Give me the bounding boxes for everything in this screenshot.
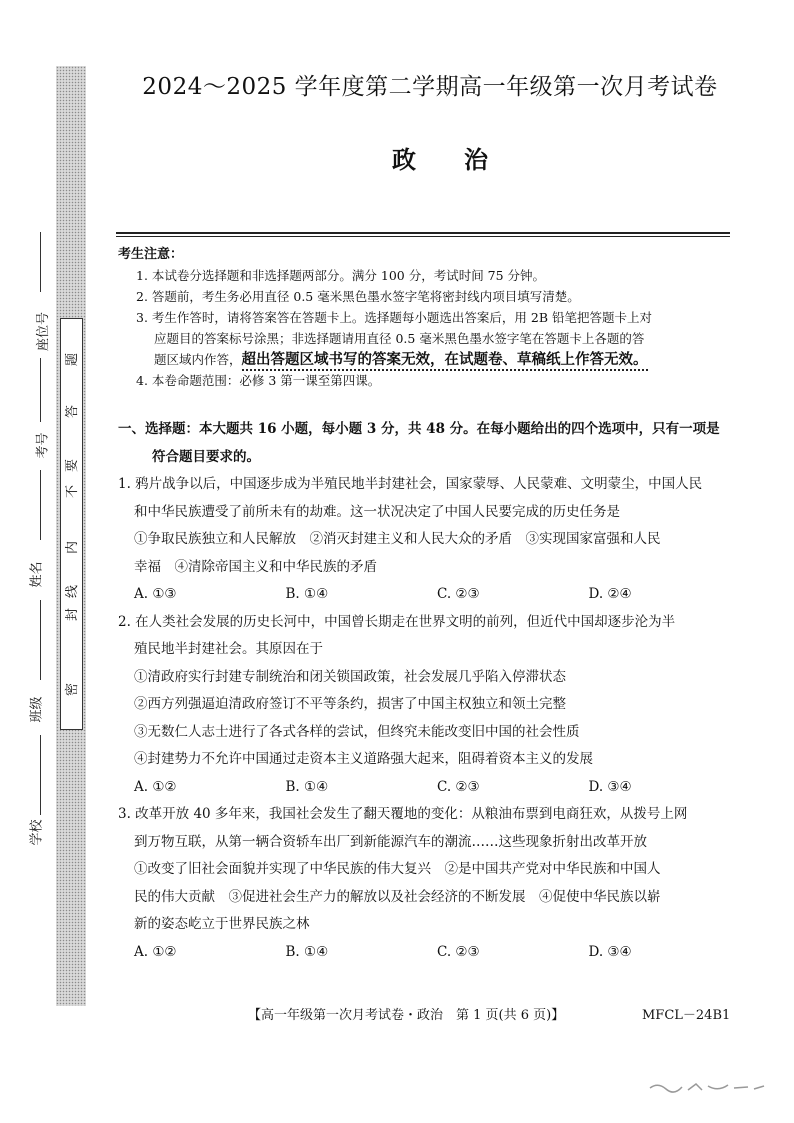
seal-box xyxy=(60,318,83,730)
question-item: 民的伟大贡献 ③促进社会生产力的解放以及社会经济的不断发展 ④促使中华民族以崭 xyxy=(134,888,661,905)
field-class-label: 班级 xyxy=(29,696,45,723)
option-d: D. ③④ xyxy=(588,778,632,795)
question-stem: 1. 鸦片战争以后，中国逐步成为半殖民地半封建社会，国家蒙辱、人民蒙难、文明蒙尘，中国人民 xyxy=(118,476,703,492)
field-line xyxy=(40,600,41,680)
page-footer: 【高一年级第一次月考试卷・政治 第 1 页(共 6 页)】 xyxy=(248,1008,565,1023)
question-stem: 到万物互联，从第一辆合资轿车出厂到新能源汽车的潮流……这些现象折射出改革开放 xyxy=(134,833,647,850)
option-a: A. ①② xyxy=(134,778,177,795)
header-rule xyxy=(116,232,730,234)
question-options xyxy=(118,774,740,802)
questions-area xyxy=(118,416,740,966)
notice-block xyxy=(118,244,738,391)
question-item: ④封建势力不允许中国通过走资本主义道路强大起来，阻碍着资本主义的发展 xyxy=(134,751,593,767)
question-item: 幸福 ④清除帝国主义和中华民族的矛盾 xyxy=(134,558,377,575)
option-b: B. ①④ xyxy=(285,943,329,960)
seal-char: 题 xyxy=(65,353,80,367)
seal-char: 内 xyxy=(65,541,80,555)
option-c: C. ②③ xyxy=(437,943,480,960)
notice-item: 2. 答题前，考生务必用直径 0.5 毫米黑色墨水签字笔将密封线内项目填写清楚。 xyxy=(136,289,580,304)
seal-char: 线 xyxy=(65,585,80,599)
field-school-label: 学校 xyxy=(29,819,45,846)
header-rule-thin xyxy=(116,236,730,237)
option-b: B. ①④ xyxy=(285,778,329,795)
question-1 xyxy=(118,471,740,609)
question-options xyxy=(118,939,740,967)
question-2 xyxy=(118,609,740,802)
notice-item-cont: 应题目的答案标号涂黑；非选择题请用直径 0.5 毫米黑色墨水签字笔在答题卡上各题的答 xyxy=(154,331,645,346)
field-line xyxy=(40,735,41,815)
field-line xyxy=(40,358,41,422)
question-item: ①改变了旧社会面貌并实现了中华民族的伟大复兴 ②是中国共产党对中华民族和中国人 xyxy=(134,861,661,877)
question-stem: 2. 在人类社会发展的历史长河中，中国曾长期走在世界文明的前列，但近代中国却逐步沦为半 xyxy=(118,613,676,630)
section-heading: 一、选择题：本大题共 16 小题，每小题 3 分，共 48 分。在每小题给出的四个选项中，只有一项是 xyxy=(118,421,720,437)
option-d: D. ②④ xyxy=(588,586,632,602)
paper-code: MFCL－24B1 xyxy=(642,1008,731,1023)
question-3 xyxy=(118,801,740,966)
notice-item: 1. 本试卷分选择题和非选择题两部分。满分 100 分，考试时间 75 分钟。 xyxy=(136,268,546,283)
option-c: C. ②③ xyxy=(437,778,480,795)
notice-item-part: 题区域内作答， xyxy=(154,352,242,367)
option-a: A. ①③ xyxy=(134,586,177,602)
field-seat-label: 座位号 xyxy=(36,311,52,352)
field-line xyxy=(40,470,41,540)
notice-item: 4. 本卷命题范围：必修 3 第一课至第四课。 xyxy=(136,373,381,388)
section-heading-cont: 符合题目要求的。 xyxy=(152,448,260,465)
exam-title: 2024～2025 学年度第二学期高一年级第一次月考试卷 xyxy=(142,74,718,100)
subject-char: 政 xyxy=(392,145,416,174)
option-d: D. ③④ xyxy=(588,943,632,960)
question-item: ①争取民族独立和人民解放 ②消灭封建主义和人民大众的矛盾 ③实现国家富强和人民 xyxy=(134,531,661,547)
field-name-label: 姓名 xyxy=(29,561,45,588)
notice-item: 3. 考生作答时，请将答案答在答题卡上。选择题每小题选出答案后，用 2B 铅笔把答题卡上对 xyxy=(136,310,652,325)
subject-char: 治 xyxy=(464,145,488,174)
question-item: ①清政府实行封建专制统治和闭关锁国政策，社会发展几乎陷入停滞状态 xyxy=(134,668,566,685)
seal-char: 密 xyxy=(65,683,80,697)
question-item: ③无数仁人志士进行了各式各样的尝试，但终究未能改变旧中国的社会性质 xyxy=(134,723,580,740)
seal-char: 要 xyxy=(65,459,80,473)
question-options xyxy=(118,581,740,609)
option-a: A. ①② xyxy=(134,943,177,960)
question-item: 新的姿态屹立于世界民族之林 xyxy=(134,916,310,932)
option-b: B. ①④ xyxy=(285,586,329,602)
seal-char: 封 xyxy=(65,608,80,622)
notice-emphasis: 超出答题区域书写的答案无效，在试题卷、草稿纸上作答无效。 xyxy=(242,351,648,371)
notice-title: 考生注意： xyxy=(118,247,184,262)
subject-title xyxy=(100,140,780,175)
notice-item-cont xyxy=(154,349,738,370)
question-item: ②西方列强逼迫清政府签订不平等条约，损害了中国主权独立和领土完整 xyxy=(134,696,566,712)
field-examno-label: 考号 xyxy=(35,432,51,459)
seal-char: 不 xyxy=(65,485,80,499)
question-stem: 3. 改革开放 40 多年来，我国社会发生了翻天覆地的变化：从粮油布票到电商狂欢，从拨号上网 xyxy=(118,806,688,822)
field-line xyxy=(40,232,41,292)
question-stem: 和中华民族遭受了前所未有的劫难。这一状况决定了中国人民要完成的历史任务是 xyxy=(134,503,620,520)
option-c: C. ②③ xyxy=(437,586,480,602)
seal-char: 答 xyxy=(65,405,80,419)
scan-mark-icon xyxy=(648,1078,768,1096)
question-stem: 殖民地半封建社会。其原因在于 xyxy=(134,641,323,657)
